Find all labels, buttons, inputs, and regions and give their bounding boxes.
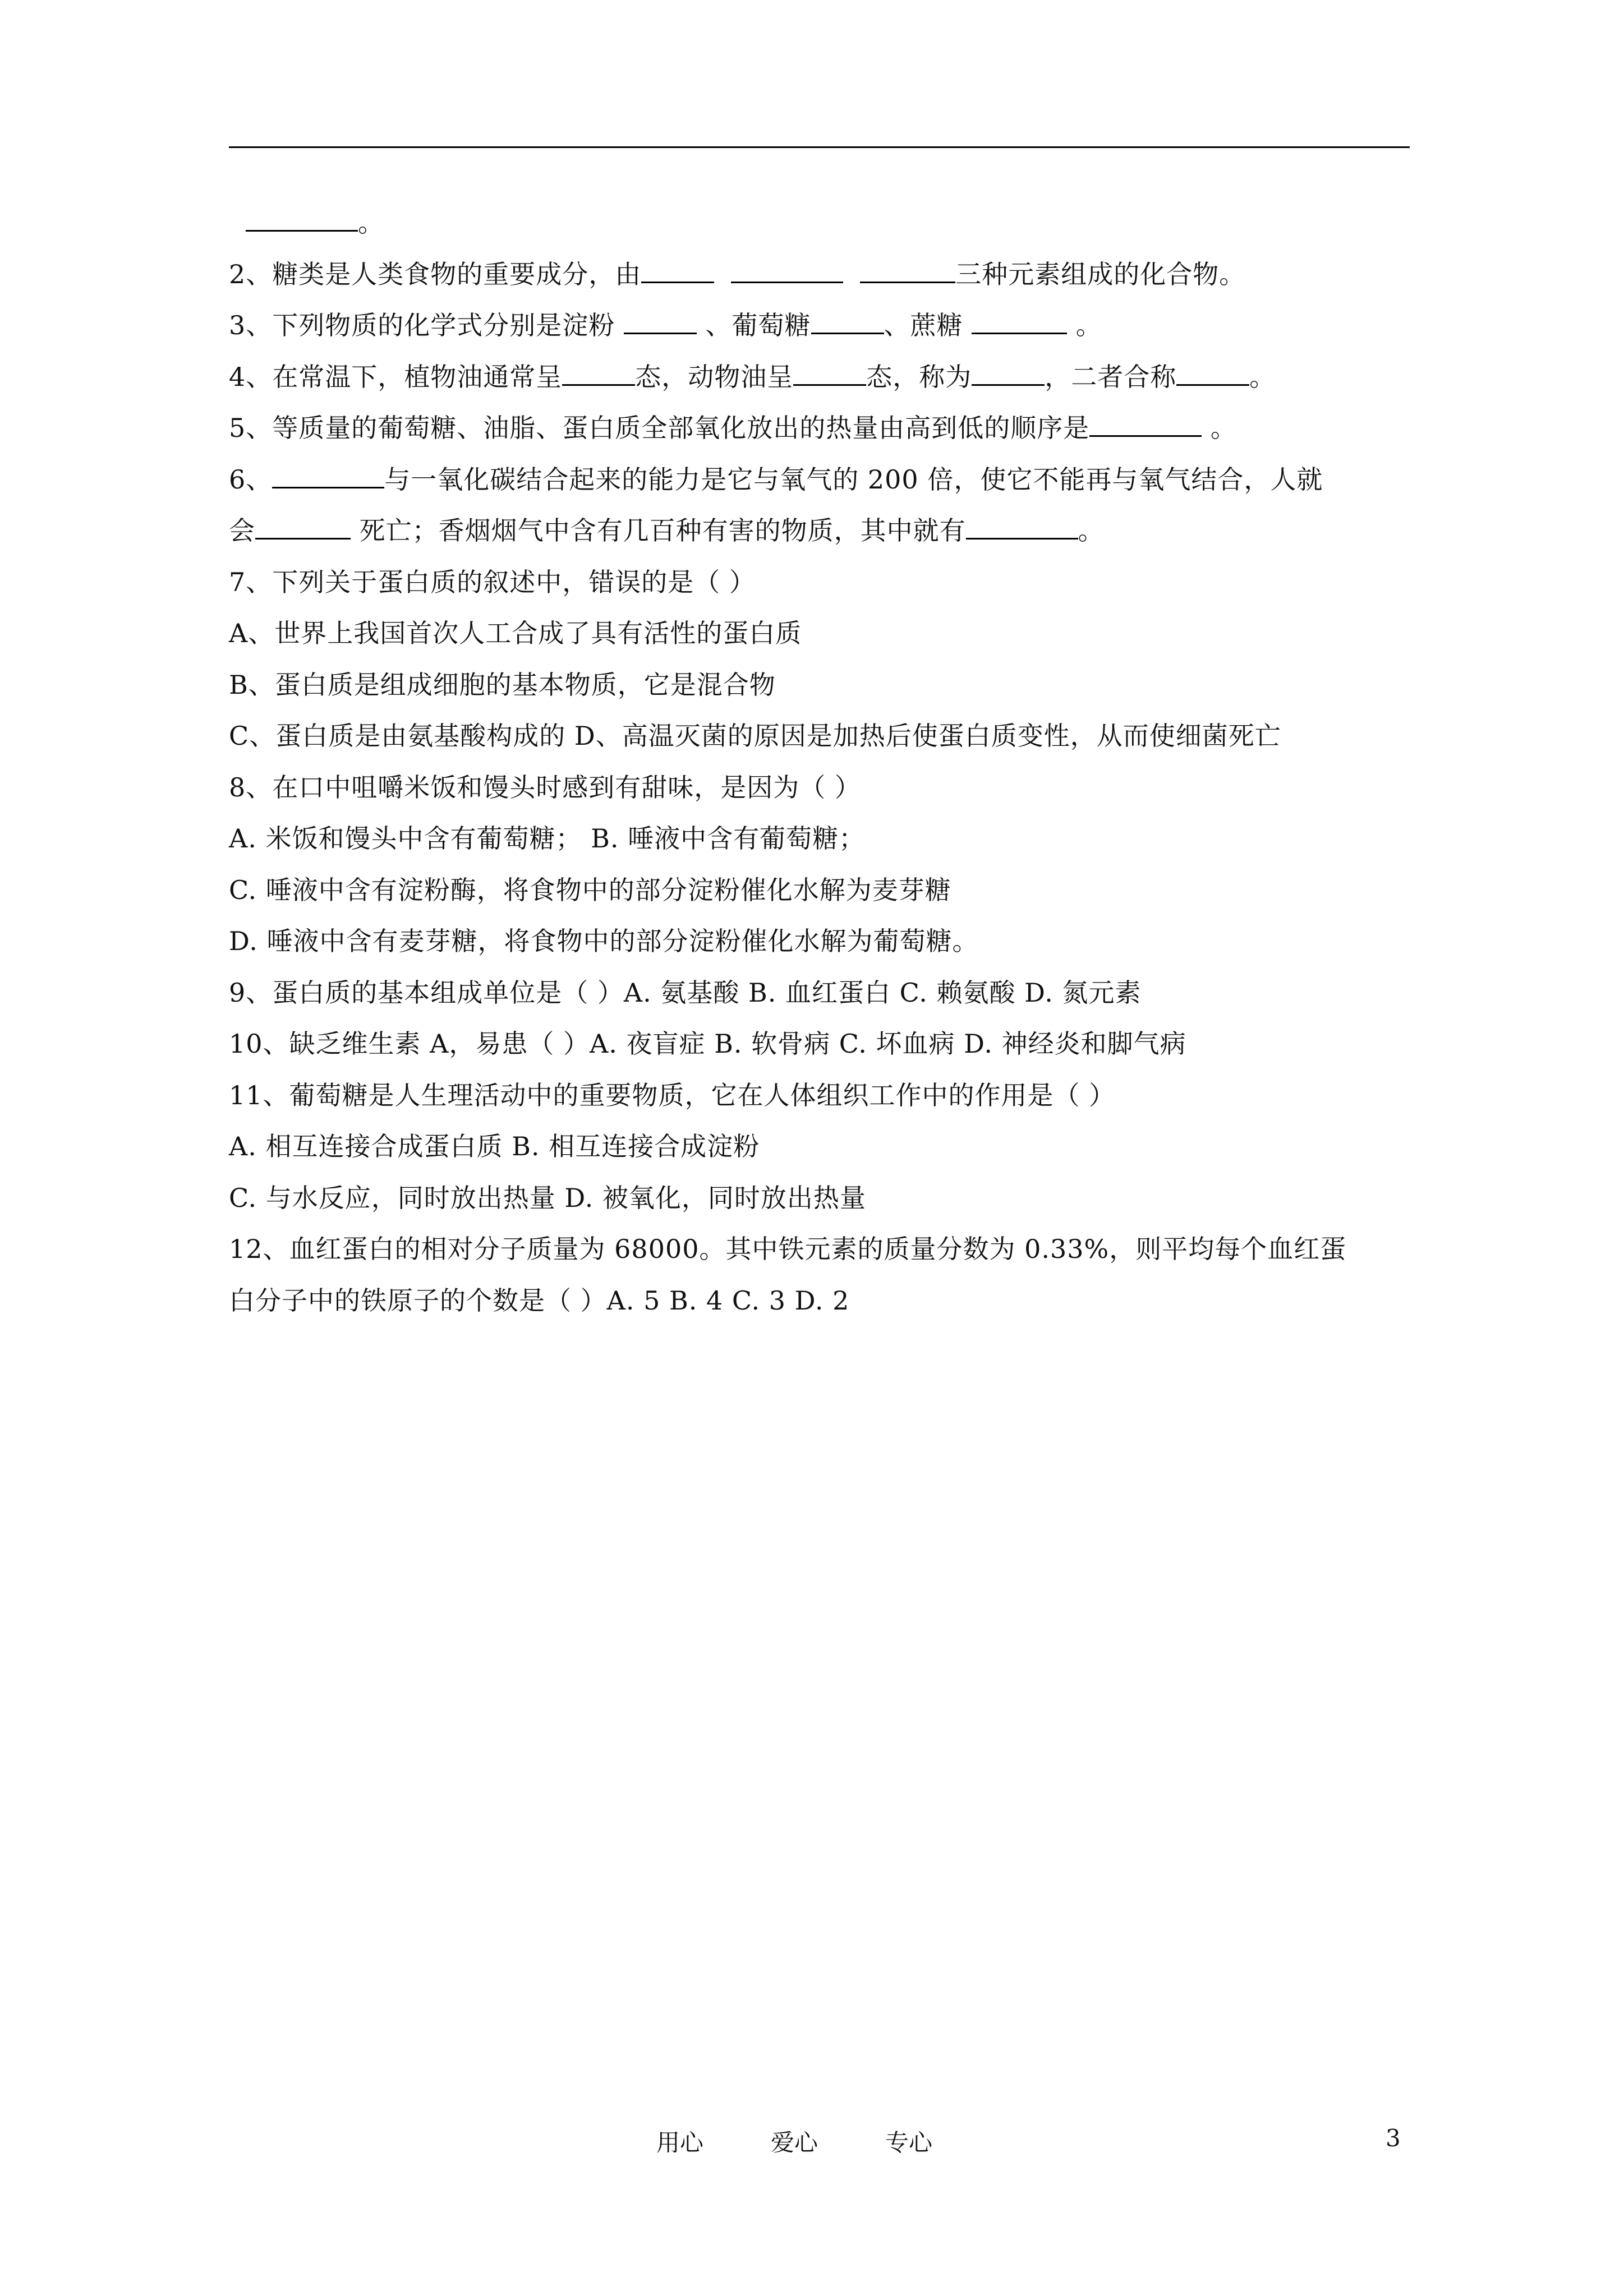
question-2: 2、糖类是人类食物的重要成分，由 三种元素组成的化合物。 xyxy=(229,249,1413,301)
question-12-line-2: 白分子中的铁原子的个数是（ ）A. 5 B. 4 C. 3 D. 2 xyxy=(229,1285,850,1316)
question-4: 4、在常温下，植物油通常呈 态，动物油呈 态，称为 ，二者合称 。 xyxy=(229,352,1413,403)
question-8-option-c: C. 唾液中含有淀粉酶，将食物中的部分淀粉催化水解为麦芽糖 xyxy=(229,874,951,905)
answer-blank[interactable] xyxy=(731,257,843,283)
answer-blank[interactable] xyxy=(624,308,697,334)
question-7-stem: 7、下列关于蛋白质的叙述中，错误的是（ ） xyxy=(229,566,756,597)
answer-blank[interactable] xyxy=(246,205,358,232)
question-9: 9、蛋白质的基本组成单位是（ ）A. 氨基酸 B. 血红蛋白 C. 赖氨酸 D. 氮元素 xyxy=(229,977,1142,1008)
question-7-option-cd: C、蛋白质是由氨基酸构成的 D、高温灭菌的原因是加热后使蛋白质变性，从而使细菌死亡 xyxy=(229,721,1281,751)
question-8-option-ab: A. 米饭和馒头中含有葡萄糖； B. 唾液中含有葡萄糖； xyxy=(229,823,866,854)
q1-continuation: 。 xyxy=(229,197,1413,249)
question-11-stem: 11、葡萄糖是人生理活动中的重要物质，它在人体组织工作中的作用是（ ） xyxy=(229,1080,1116,1110)
question-6-line-1: 6、 与一氧化碳结合起来的能力是它与氧气的 200 倍，使它不能再与氧气结合，人就 xyxy=(229,454,1413,506)
answer-blank[interactable] xyxy=(272,462,384,488)
answer-blank[interactable] xyxy=(972,308,1067,334)
question-5: 5、等质量的葡萄糖、油脂、蛋白质全部氧化放出的热量由高到低的顺序是 。 xyxy=(229,403,1413,454)
question-list xyxy=(229,197,1413,1326)
answer-blank[interactable] xyxy=(641,257,714,283)
question-8-option-d: D. 唾液中含有麦芽糖，将食物中的部分淀粉催化水解为葡萄糖。 xyxy=(229,926,979,956)
answer-blank[interactable] xyxy=(562,359,635,386)
page-number: 3 xyxy=(1386,2124,1401,2152)
question-11-option-ab: A. 相互连接合成蛋白质 B. 相互连接合成淀粉 xyxy=(229,1131,760,1161)
question-7-option-b: B、蛋白质是组成细胞的基本物质，它是混合物 xyxy=(229,669,776,700)
question-7-option-a: A、世界上我国首次人工合成了具有活性的蛋白质 xyxy=(229,618,802,648)
question-8-stem: 8、在口中咀嚼米饭和馒头时感到有甜味，是因为（ ） xyxy=(229,772,861,803)
answer-blank[interactable] xyxy=(1089,411,1202,437)
answer-blank[interactable] xyxy=(1176,359,1249,386)
answer-blank[interactable] xyxy=(255,513,351,540)
question-6-line-2: 会 死亡；香烟烟气中含有几百种有害的物质，其中就有 。 xyxy=(229,505,1413,557)
question-10: 10、缺乏维生素 A，易患（ ）A. 夜盲症 B. 软骨病 C. 坏血病 D. 神经炎和脚气病 xyxy=(229,1029,1186,1059)
answer-blank[interactable] xyxy=(972,359,1045,386)
footer-slogan: 用心 爱心 专心 xyxy=(656,2129,933,2156)
question-12-line-1: 12、血红蛋白的相对分子质量为 68000。其中铁元素的质量分数为 0.33%，则平均每个血红蛋 xyxy=(229,1234,1347,1264)
header-rule xyxy=(229,146,1410,148)
answer-blank[interactable] xyxy=(860,257,955,283)
question-11-option-cd: C. 与水反应，同时放出热量 D. 被氧化，同时放出热量 xyxy=(229,1182,866,1213)
answer-blank[interactable] xyxy=(811,308,884,334)
answer-blank[interactable] xyxy=(793,359,866,386)
answer-blank[interactable] xyxy=(966,513,1078,540)
question-3: 3、下列物质的化学式分别是淀粉 、葡萄糖 、蔗糖 。 xyxy=(229,300,1413,352)
